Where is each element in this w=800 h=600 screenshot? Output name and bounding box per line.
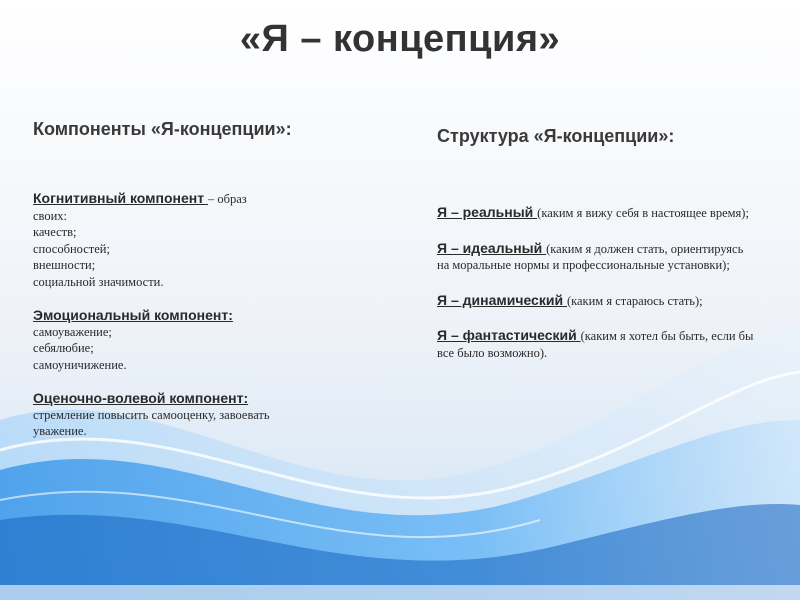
- emotional-term: Эмоциональный компонент:: [33, 307, 233, 323]
- structure-term: Я – идеальный: [437, 239, 547, 256]
- structure-desc: (каким я стараюсь стать);: [566, 293, 703, 308]
- list-item: внешности;: [33, 258, 96, 272]
- slide-title: «Я – концепция»: [239, 18, 561, 60]
- list-item: себялюбие;: [33, 341, 94, 355]
- cognitive-tail: – образ: [207, 192, 247, 206]
- structure-term: Я – динамический: [437, 291, 567, 308]
- structure-term: Я – реальный: [437, 204, 538, 220]
- cognitive-term: Когнитивный компонент: [33, 190, 208, 206]
- list-item: уважение.: [33, 424, 87, 438]
- evaluative-block: [33, 390, 333, 440]
- structure-term: Я – фантастический: [437, 327, 581, 343]
- structure-desc: (каким я вижу себя в настоящее время);: [537, 206, 749, 220]
- evaluative-term: Оценочно-волевой компонент:: [33, 390, 249, 406]
- structure-desc: (каким я хотел бы быть, если бы все было возможно).: [437, 329, 754, 360]
- structure-item-real: [437, 204, 757, 222]
- components-heading: Компоненты «Я-концепции»:: [33, 119, 292, 139]
- list-item: стремление повысить самооценку, завоевать: [33, 407, 270, 422]
- list-item: социальной значимости.: [33, 274, 164, 289]
- cognitive-block: [33, 190, 333, 290]
- list-item: качеств;: [33, 225, 77, 239]
- structure-heading: Структура «Я-концепции»:: [437, 126, 675, 146]
- list-item: способностей;: [33, 241, 110, 256]
- list-item: самоуничижение.: [33, 357, 127, 372]
- list-item: своих:: [33, 208, 68, 223]
- structure-column: [437, 125, 757, 379]
- structure-item-fantastic: [437, 327, 757, 361]
- emotional-block: [33, 307, 333, 373]
- list-item: самоуважение;: [33, 324, 112, 339]
- components-column: [33, 118, 333, 457]
- structure-item-ideal: [437, 240, 757, 274]
- structure-desc: (каким я должен стать, ориентируясь на моральные нормы и профессиональные установки);: [437, 241, 744, 272]
- structure-item-dynamic: [437, 292, 757, 310]
